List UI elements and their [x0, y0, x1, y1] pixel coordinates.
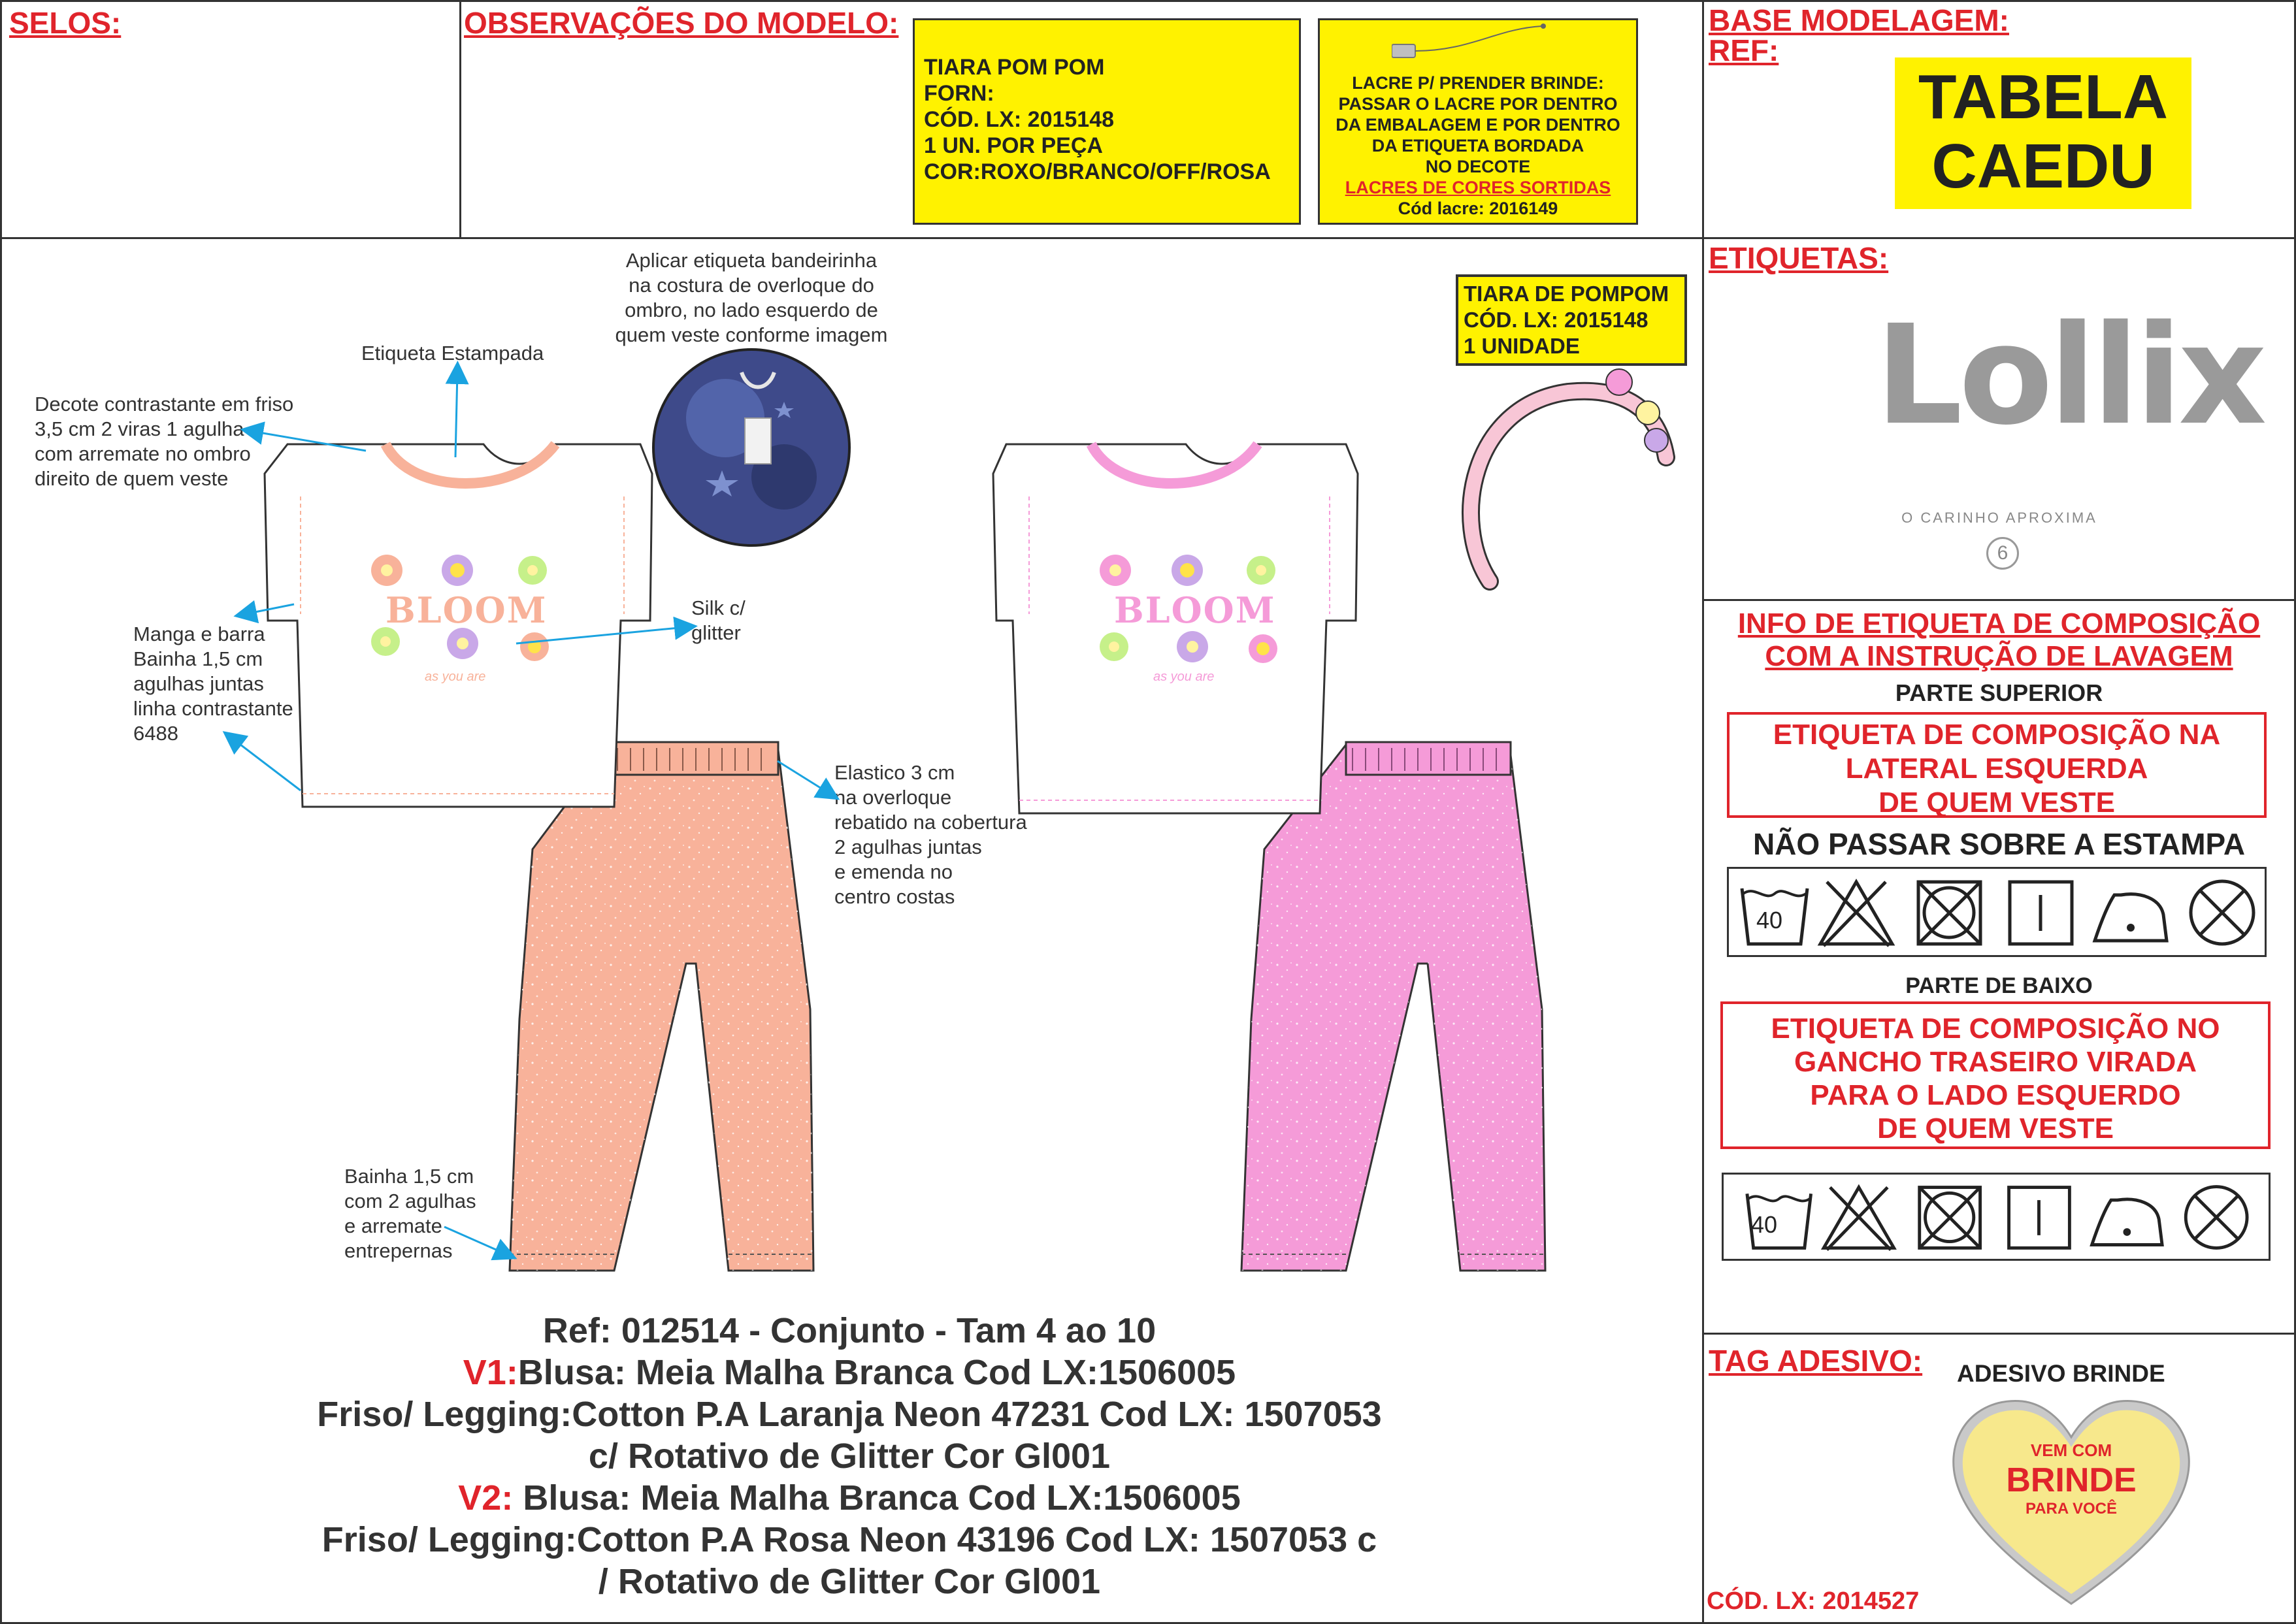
v2-legging-line: Friso/ Legging:Cotton P.A Rosa Neon 43196 Cod LX: 1507053 c	[321, 1520, 1377, 1559]
iron-low-icon	[2092, 1199, 2163, 1245]
tabela-line: CAEDU	[1931, 131, 2155, 201]
ref-label: REF:	[1709, 33, 1779, 67]
baixo-line: DE QUEM VESTE	[1877, 1112, 2114, 1145]
note-line: Manga e barra	[133, 623, 265, 645]
lollix-tagline: O CARINHO APROXIMA	[1901, 510, 2097, 526]
line-dry-icon	[2009, 1188, 2070, 1248]
lacre-red-line: LACRES DE CORES SORTIDAS	[1345, 178, 1611, 197]
heart-line: BRINDE	[2006, 1461, 2137, 1499]
baixo-line: GANCHO TRASEIRO VIRADA	[1794, 1046, 2197, 1078]
tiara-line: FORN:	[924, 81, 994, 106]
bloom-print-v2: BLOOM	[1114, 589, 1276, 631]
lollix-logo: Lollix	[1875, 295, 2263, 455]
adesivo-brinde-label: ADESIVO BRINDE	[1957, 1360, 2165, 1387]
v2-glitter-line: / Rotativo de Glitter Cor Gl001	[598, 1562, 1101, 1601]
tiara-line: COR:ROXO/BRANCO/OFF/ROSA	[924, 159, 1271, 184]
v1-glitter-line: c/ Rotativo de Glitter Cor Gl001	[588, 1437, 1111, 1476]
parte-superior-label: PARTE SUPERIOR	[1895, 679, 2103, 706]
baixo-line: PARA O LADO ESQUERDO	[1810, 1079, 2181, 1111]
etiquetas-label: ETIQUETAS:	[1709, 241, 1889, 275]
note-line: 2 agulhas juntas	[834, 836, 982, 858]
baixo-label-box	[1720, 1001, 2271, 1149]
no-tumble-dry-icon	[1918, 882, 1980, 944]
note-line: com arremate no ombro	[35, 442, 251, 465]
note-line: ombro, no lado esquerdo de	[625, 299, 878, 321]
bloom-sub-v2: as you are	[1153, 670, 1215, 684]
note-line: Decote contrastante em friso	[35, 393, 294, 415]
no-bleach-icon	[1820, 882, 1892, 946]
bloom-print-v1: BLOOM	[385, 589, 548, 631]
line-dry-icon	[2010, 882, 2072, 944]
care-symbols-baixo	[1722, 1173, 2271, 1261]
v1-text: Blusa: Meia Malha Branca Cod LX:1506005	[517, 1353, 1236, 1392]
bottom-description	[131, 1310, 1568, 1602]
no-tumble-dry-icon	[1920, 1188, 1980, 1248]
note-line: com 2 agulhas	[344, 1190, 476, 1212]
superior-line: ETIQUETA DE COMPOSIÇÃO NA	[1773, 719, 2221, 751]
base-modelagem-label: BASE MODELAGEM:	[1709, 3, 2009, 37]
v2-text: Blusa: Meia Malha Branca Cod LX:1506005	[513, 1478, 1241, 1518]
note-line: Bainha 1,5 cm	[133, 647, 263, 670]
info-title-line: COM A INSTRUÇÃO DE LAVAGEM	[1765, 640, 2233, 672]
note-line: centro costas	[834, 885, 955, 908]
v2-label: V2:	[458, 1478, 514, 1518]
tabela-caedu-box	[1895, 57, 2191, 209]
lacre-code-line: Cód lacre: 2016149	[1398, 199, 1558, 218]
iron-low-icon	[2095, 894, 2167, 941]
legging-v1-drawing	[510, 742, 813, 1271]
tiara-line: TIARA POM POM	[924, 55, 1105, 80]
note-line: Silk c/	[691, 596, 746, 619]
heart-text	[1986, 1440, 2156, 1518]
note-line: Bainha 1,5 cm	[344, 1165, 474, 1188]
no-dry-clean-icon	[2186, 1187, 2247, 1248]
note-line: quem veste conforme imagem	[615, 323, 888, 346]
garment-drawings	[0, 239, 1699, 1297]
note-line: na costura de overloque do	[629, 274, 874, 297]
lacre-line: PASSAR O LACRE POR DENTRO	[1338, 94, 1618, 114]
heart-line: VEM COM	[2030, 1440, 2112, 1460]
v1-legging-line: Friso/ Legging:Cotton P.A Laranja Neon 47231 Cod LX: 1507053	[317, 1395, 1382, 1434]
legging-v2-drawing	[1241, 742, 1545, 1271]
cod-lx-label: CÓD. LX: 2014527	[1707, 1587, 1920, 1615]
v1-label: V1:	[463, 1353, 518, 1392]
info-etiqueta-title	[1704, 608, 2294, 673]
tiara-line: 1 UN. POR PEÇA	[924, 133, 1103, 158]
parte-baixo-label: PARTE DE BAIXO	[1905, 973, 2093, 998]
tag-adesivo-label: TAG ADESIVO:	[1709, 1344, 1923, 1378]
baixo-line: ETIQUETA DE COMPOSIÇÃO NO	[1771, 1013, 2220, 1045]
note-line: e arremate	[344, 1214, 442, 1237]
note-line: Elastico 3 cm	[834, 761, 955, 784]
bloom-sub-v1: as you are	[425, 670, 486, 684]
v1-line	[131, 1352, 1568, 1393]
note-line: agulhas juntas	[133, 672, 264, 695]
lacre-line: LACRE P/ PRENDER BRINDE:	[1352, 73, 1604, 93]
lacre-line: NO DECOTE	[1425, 157, 1531, 176]
info-title-line: INFO DE ETIQUETA DE COMPOSIÇÃO	[1737, 608, 2261, 640]
note-line: linha contrastante	[133, 697, 293, 720]
superior-label-box	[1727, 712, 2267, 818]
wash-temp: 40	[1751, 1211, 1778, 1238]
care-symbols-superior	[1727, 867, 2267, 957]
tiara-pompom-box	[913, 18, 1301, 225]
tiara-line: CÓD. LX: 2015148	[924, 107, 1115, 132]
selos-label: SELOS:	[9, 6, 122, 40]
note-line: e emenda no	[834, 860, 953, 883]
note-line: direito de quem veste	[35, 467, 229, 490]
note-etiqueta-estampada: Etiqueta Estampada	[361, 342, 544, 365]
no-bleach-icon	[1824, 1188, 1894, 1250]
ref-line: Ref: 012514 - Conjunto - Tam 4 ao 10	[542, 1311, 1156, 1350]
lacre-line: DA ETIQUETA BORDADA	[1371, 136, 1584, 155]
lacre-seal-icon	[1392, 22, 1562, 61]
v2-line	[131, 1477, 1568, 1519]
tabela-line: TABELA	[1918, 62, 2169, 132]
superior-line: DE QUEM VESTE	[1878, 787, 2115, 819]
note-line: 6488	[133, 722, 178, 745]
care-icons	[1729, 869, 2265, 955]
care-icons	[1724, 1175, 2269, 1259]
note-line: na overloque	[834, 786, 952, 809]
nao-passar-label: NÃO PASSAR SOBRE A ESTAMPA	[1752, 827, 2246, 861]
tiara-note-line: TIARA DE POMPOM	[1464, 282, 1669, 306]
size-circle: 6	[1986, 537, 2019, 570]
lacre-line: DA EMBALAGEM E POR DENTRO	[1336, 115, 1620, 135]
observacoes-label: OBSERVAÇÕES DO MODELO:	[464, 6, 899, 40]
label-photo-circle	[653, 349, 849, 545]
note-line: glitter	[691, 621, 741, 644]
no-dry-clean-icon	[2191, 881, 2254, 944]
tiara-note-line: 1 UNIDADE	[1464, 334, 1580, 358]
note-line: Aplicar etiqueta bandeirinha	[625, 249, 877, 272]
tiara-note-line: CÓD. LX: 2015148	[1464, 308, 1648, 332]
note-line: 3,5 cm 2 viras 1 agulha	[35, 417, 244, 440]
superior-line: LATERAL ESQUERDA	[1845, 753, 2148, 785]
wash-temp: 40	[1756, 907, 1783, 934]
headband-drawing	[1471, 369, 1668, 581]
note-line: rebatido na cobertura	[834, 811, 1027, 834]
note-line: entrepernas	[344, 1239, 453, 1262]
heart-line: PARA VOCÊ	[2025, 1500, 2117, 1518]
